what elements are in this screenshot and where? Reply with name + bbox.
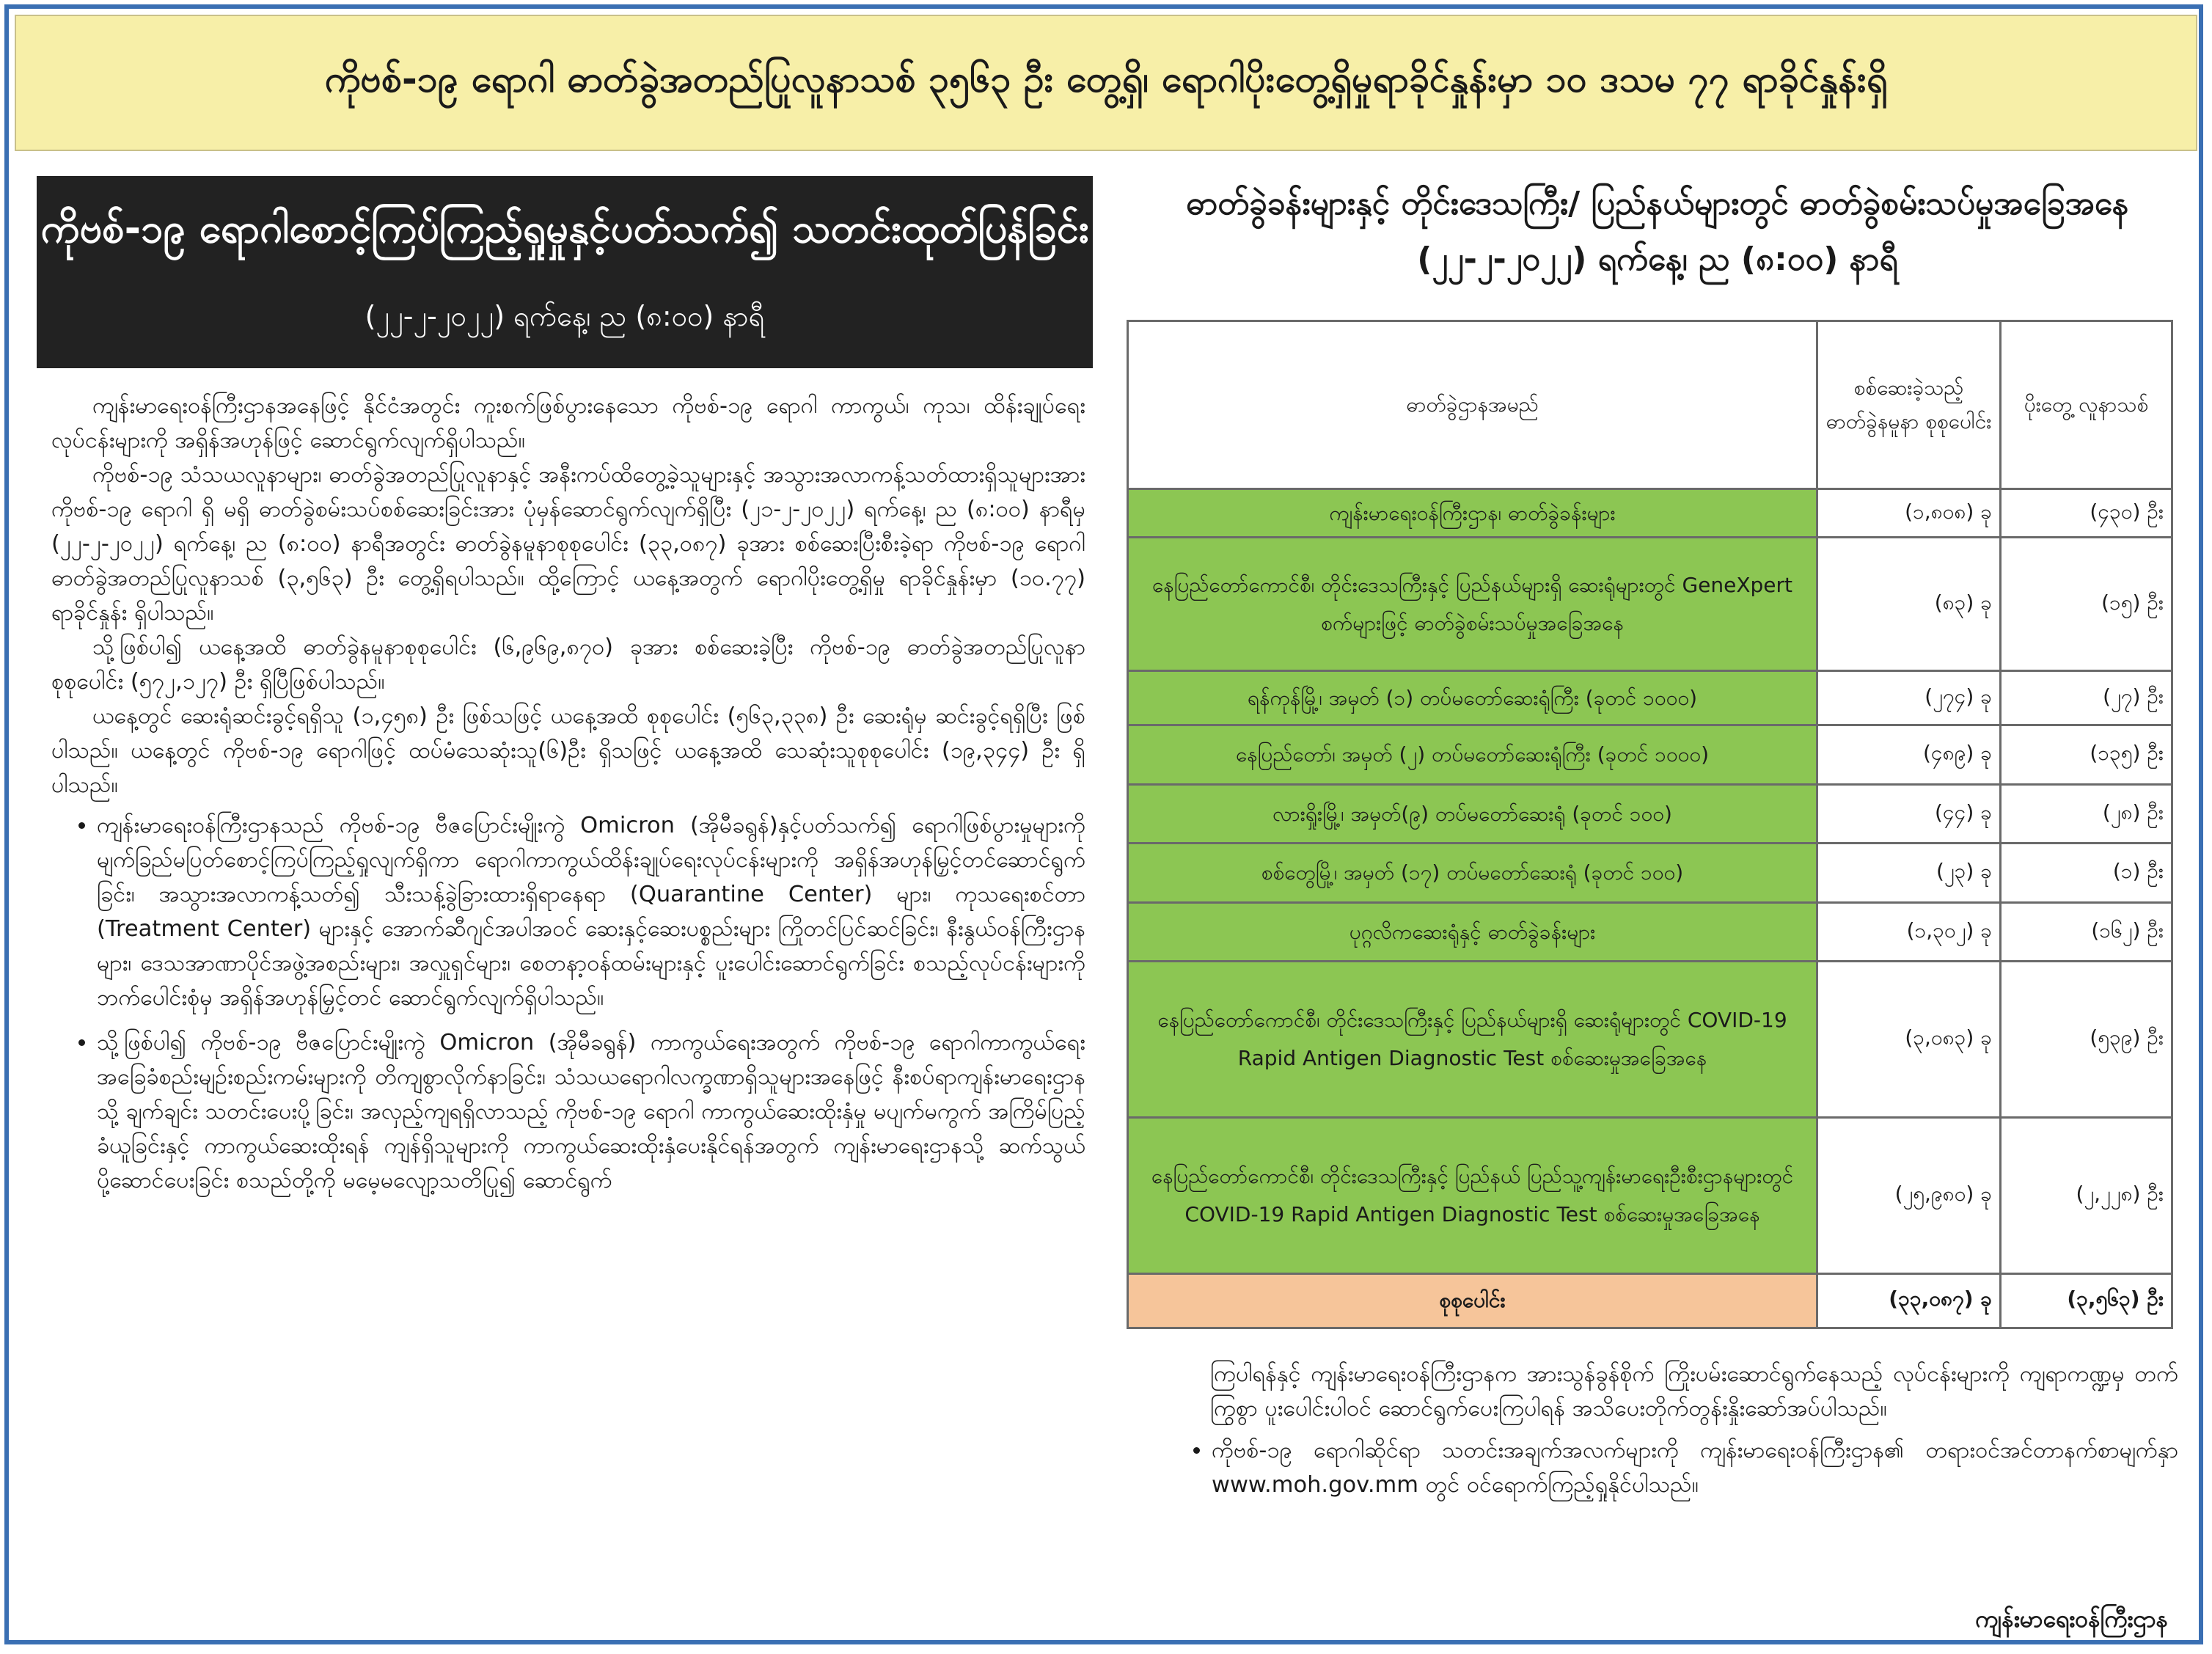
- lab-status-title-line: ဓာတ်ခွဲခန်းများနှင့် တိုင်းဒေသကြီး/ ပြည်နယ်များတွင် ဓာတ်ခွဲစမ်းသပ်မှုအခြေအနေ: [1186, 185, 2129, 222]
- signature: ကျန်းမာရေးဝန်ကြီးဌာန: [1974, 1605, 2168, 1633]
- samples-count: (၈၃) ခု: [1817, 538, 2001, 671]
- lab-name: ရန်ကုန်မြို့၊ အမှတ် (၁) တပ်မတော်ဆေးရုံကြီး (ခုတင် ၁၀၀၀): [1128, 670, 1817, 725]
- bullet-list: [1166, 1433, 2178, 1502]
- table-row: [1128, 670, 2172, 725]
- table-header-row: [1128, 321, 2172, 489]
- press-release-banner: [37, 176, 1093, 368]
- samples-count: (၂၃) ခု: [1817, 844, 2001, 903]
- table-row: [1128, 725, 2172, 785]
- banner-date: (၂၂-၂-၂၀၂၂) ရက်နေ့၊ ည (၈:၀၀) နာရီ: [365, 300, 765, 332]
- positive-count: (၅၃၉) ဦး: [2001, 962, 2172, 1118]
- headline: ကိုဗစ်-၁၉ ရောဂါ ဓာတ်ခွဲအတည်ပြုလူနာသစ် ၃၅၆၃ ဦး တွေ့ရှိ၊ ရောဂါပိုးတွေ့ရှိမှုရာခိုင်နှုန်းမှာ ၁၀ ဒသမ ၇၇ ရာခိုင်နှုန်းရှိ: [15, 15, 2197, 151]
- positive-count: (၁၆၂) ဦး: [2001, 902, 2172, 962]
- lab-status-title: [1122, 176, 2193, 288]
- lab-name: ပုဂ္ဂလိကဆေးရုံနှင့် ဓာတ်ခွဲခန်းများ: [1128, 902, 1817, 962]
- positive-count: (၂၈) ဦး: [2001, 784, 2172, 844]
- samples-count: (၁,၃၀၂) ခု: [1817, 902, 2001, 962]
- paragraph: သို့ဖြစ်ပါ၍ ယနေ့အထိ ဓာတ်ခွဲနမူနာစုစုပေါင်း (၆,၉၆၉,၈၇၀) ခုအား စစ်ဆေးခဲ့ပြီး ကိုဗစ်-၁၉ ဓာတ်ခွဲအတည်ပြုလူနာစုစုပေါင်း (၅၇၂,၁၂၇) ဦး ရှိပြီဖြစ်ပါသည်။: [51, 634, 1085, 695]
- samples-count: (၄၄) ခု: [1817, 784, 2001, 844]
- lab-name: နေပြည်တော်၊ အမှတ် (၂) တပ်မတော်ဆေးရုံကြီး (ခုတင် ၁၀၀၀): [1128, 725, 1817, 785]
- table-row: [1128, 1117, 2172, 1273]
- lab-name: စစ်တွေမြို့၊ အမှတ် (၁၇) တပ်မတော်ဆေးရုံ (ခုတင် ၁၀၀): [1128, 844, 1817, 903]
- table-row: [1128, 538, 2172, 671]
- lab-name: ကျန်းမာရေးဝန်ကြီးဌာန၊ ဓာတ်ခွဲခန်းများ: [1128, 489, 1817, 538]
- table-row: [1128, 844, 2172, 903]
- bullet-item: • ကျန်းမာရေးဝန်ကြီးဌာနသည် ကိုဗစ်-၁၉ ဗီဇပြောင်းမျိုးကွဲ Omicron (အိုမီခရွန်)နှင့်ပတ်သက်၍ ရောဂါဖြစ်ပွားမှုများကို မျက်ခြည်မပြတ်စောင့်ကြပ်ကြည့်ရှုလျက်ရှိကာ ရောဂါကာကွယ်ထိန်းချုပ်ရေးလုပ်ငန်းများကို အရှိန်အဟုန်မြှင့်တင်ဆောင်ရွက်ခြင်း၊ အသွားအလာကန့်သတ်၍ သီးသန့်ခွဲခြားထားရှိရာနေရာ (Quarantine Center) များ၊ ကုသရေးစင်တာ (Treatment Center) များနှင့် အောက်ဆီဂျင်အပါအဝင် ဆေးနှင့်ဆေးပစ္စည်းများ ကြိုတင်ပြင်ဆင်ခြင်း၊ နီးနွယ်ဝန်ကြီးဌာနများ၊ ဒေသအာဏာပိုင်အဖွဲ့အစည်းများ၊ အလှူရှင်များ၊ စေတနာ့ဝန်ထမ်းများနှင့် ပူးပေါင်းဆောင်ရွက်ခြင်း စသည့်လုပ်ငန်းများကို ဘက်ပေါင်းစုံမှ အရှိန်အဟုန်မြှင့်တင် ဆောင်ရွက်လျက်ရှိပါသည်။: [97, 808, 1085, 1015]
- lab-name: နေပြည်တော်ကောင်စီ၊ တိုင်းဒေသကြီးနှင့် ပြည်နယ် ပြည်သူ့ကျန်းမာရေးဦးစီးဌာနများတွင် COVID-19 Rapid Antigen Diagnostic Test စစ်ဆေးမှုအခြေအနေ: [1128, 1117, 1817, 1273]
- paragraph: ကြပါရန်နှင့် ကျန်းမာရေးဝန်ကြီးဌာနက အားသွန်ခွန်စိုက် ကြိုးပမ်းဆောင်ရွက်နေသည့် လုပ်ငန်းများကို ကျရာကဏ္ဍမှ တက်ကြွစွာ ပူးပေါင်းပါဝင် ဆောင်ရွက်ပေးကြပါရန် အသိပေးတိုက်တွန်းနှိုးဆော်အပ်ပါသည်။: [1210, 1361, 2178, 1421]
- bullet-item: • သို့ဖြစ်ပါ၍ ကိုဗစ်-၁၉ ဗီဇပြောင်းမျိုးကွဲ Omicron (အိုမီခရွန်) ကာကွယ်ရေးအတွက် ကိုဗစ်-၁၉ ရောဂါကာကွယ်ရေး အခြေခံစည်းမျဉ်းစည်းကမ်းများကို တိကျစွာလိုက်နာခြင်း၊ သံသယရောဂါလက္ခဏာရှိသူများအနေဖြင့် နီးစပ်ရာကျန်းမာရေးဌာနသို့ ချက်ချင်း သတင်းပေးပို့ခြင်း၊ အလှည့်ကျရရှိလာသည့် ကိုဗစ်-၁၉ ရောဂါ ကာကွယ်ဆေးထိုးနှံမှု မပျက်မကွက် အကြိမ်ပြည့် ခံယူခြင်းနှင့် ကာကွယ်ဆေးထိုးရန် ကျန်ရှိသူများကို ကာကွယ်ဆေးထိုးနှံပေးနိုင်ရန်အတွက် ကျန်းမာရေးဌာနသို့ ဆက်သွယ်ပို့ဆောင်ပေးခြင်း စသည်တို့ကို မမေ့မလျော့သတိပြု၍ ဆောင်ရွက်: [97, 1025, 1085, 1198]
- press-release-body: [51, 389, 1085, 1636]
- table-row: [1128, 489, 2172, 538]
- samples-count: (၁,၈၀၈) ခု: [1817, 489, 2001, 538]
- lab-status-date: (၂၂-၂-၂၀၂၂) ရက်နေ့၊ ည (၈:၀၀) နာရီ: [1417, 241, 1898, 278]
- lab-status-table: [1127, 320, 2173, 1329]
- bullet-item: • ကိုဗစ်-၁၉ ရောဂါဆိုင်ရာ သတင်းအချက်အလက်များကို ကျန်းမာရေးဝန်ကြီးဌာန၏ တရားဝင်အင်တာနက်စာမျက်နှာ www.moh.gov.mm တွင် ဝင်ရောက်ကြည့်ရှုနိုင်ပါသည်။: [1212, 1433, 2178, 1502]
- total-label: စုစုပေါင်း: [1128, 1273, 1817, 1328]
- paragraph: ယနေ့တွင် ဆေးရုံဆင်းခွင့်ရရှိသူ (၁,၄၅၈) ဦး ဖြစ်သဖြင့် ယနေ့အထိ စုစုပေါင်း (၅၆၃,၃၃၈) ဦး ဆေးရုံမှ ဆင်းခွင့်ရရှိပြီး ဖြစ်ပါသည်။ ယနေ့တွင် ကိုဗစ်-၁၉ ရောဂါဖြင့် ထပ်မံသေဆုံးသူ(၆)ဦး ရှိသဖြင့် ယနေ့အထိ သေဆုံးသူစုစုပေါင်း (၁၉,၃၄၄) ဦး ရှိပါသည်။: [51, 703, 1085, 798]
- total-samples: (၃၃,၀၈၇) ခု: [1817, 1273, 2001, 1328]
- positive-count: (၂,၂၂၈) ဦး: [2001, 1117, 2172, 1273]
- header-positive: ပိုးတွေ့ လူနာသစ်: [2001, 321, 2172, 489]
- bullet-list: [51, 808, 1085, 1198]
- positive-count: (၁၅) ဦး: [2001, 538, 2172, 671]
- lab-name: လားရှိုးမြို့၊ အမှတ်(၉) တပ်မတော်ဆေးရုံ (ခုတင် ၁၀၀): [1128, 784, 1817, 844]
- paragraph: ကျန်းမာရေးဝန်ကြီးဌာနအနေဖြင့် နိုင်ငံအတွင်း ကူးစက်ဖြစ်ပွားနေသော ကိုဗစ်-၁၉ ရောဂါ ကာကွယ်၊ ကုသ၊ ထိန်းချုပ်ရေးလုပ်ငန်းများကို အရှိန်အဟုန်ဖြင့် ဆောင်ရွက်လျက်ရှိပါသည်။: [51, 393, 1085, 453]
- table-row: [1128, 902, 2172, 962]
- positive-count: (၁) ဦး: [2001, 844, 2172, 903]
- positive-count: (၄၃၀) ဦး: [2001, 489, 2172, 538]
- header-samples: စစ်ဆေးခဲ့သည့် ဓာတ်ခွဲနမူနာ စုစုပေါင်း: [1817, 321, 2001, 489]
- positive-count: (၁၃၅) ဦး: [2001, 725, 2172, 785]
- paragraph: ကိုဗစ်-၁၉ သံသယလူနာများ၊ ဓာတ်ခွဲအတည်ပြုလူနာနှင့် အနီးကပ်ထိတွေ့ခဲ့သူများနှင့် အသွားအလာကန့်သတ်ထားရှိသူများအား ကိုဗစ်-၁၉ ရောဂါ ရှိ မရှိ ဓာတ်ခွဲစမ်းသပ်စစ်ဆေးခြင်းအား ပုံမှန်ဆောင်ရွက်လျက်ရှိပြီး (၂၁-၂-၂၀၂၂) ရက်နေ့၊ ည (၈:၀၀) နာရီမှ (၂၂-၂-၂၀၂၂) ရက်နေ့၊ ည (၈:၀၀) နာရီအတွင်း ဓာတ်ခွဲနမူနာစုစုပေါင်း (၃၃,၀၈၇) ခုအား စစ်ဆေးပြီးစီးခဲ့ရာ ကိုဗစ်-၁၉ ရောဂါ ဓာတ်ခွဲအတည်ပြုလူနာသစ် (၃,၅၆၃) ဦး တွေ့ရှိရပါသည်။ ထို့ကြောင့် ယနေ့အတွက် ရောဂါပိုးတွေ့ရှိမှု ရာခိုင်နှုန်းမှာ (၁၀.၇၇) ရာခိုင်နှုန်း ရှိပါသည်။: [51, 462, 1085, 626]
- samples-count: (၃,၀၈၃) ခု: [1817, 962, 2001, 1118]
- samples-count: (၂၅,၉၈၀) ခု: [1817, 1117, 2001, 1273]
- table-row: [1128, 962, 2172, 1118]
- header-lab-name: ဓာတ်ခွဲဌာနအမည်: [1128, 321, 1817, 489]
- total-positive: (၃,၅၆၃) ဦး: [2001, 1273, 2172, 1328]
- continuation-text: [1166, 1357, 2178, 1505]
- samples-count: (၄၈၉) ခု: [1817, 725, 2001, 785]
- positive-count: (၂၇) ဦး: [2001, 670, 2172, 725]
- table-total-row: [1128, 1273, 2172, 1328]
- lab-name: နေပြည်တော်ကောင်စီ၊ တိုင်းဒေသကြီးနှင့် ပြည်နယ်များရှိ ဆေးရုံများတွင် COVID-19 Rapid Antigen Diagnostic Test စစ်ဆေးမှုအခြေအနေ: [1128, 962, 1817, 1118]
- samples-count: (၂၇၄) ခု: [1817, 670, 2001, 725]
- banner-title: ကိုဗစ်-၁၉ ရောဂါစောင့်ကြပ်ကြည့်ရှုမှုနှင့်ပတ်သက်၍ သတင်းထုတ်ပြန်ခြင်း: [40, 205, 1089, 252]
- table-row: [1128, 784, 2172, 844]
- lab-name: နေပြည်တော်ကောင်စီ၊ တိုင်းဒေသကြီးနှင့် ပြည်နယ်များရှိ ဆေးရုံများတွင် GeneXpert စက်များဖြင့် ဓာတ်ခွဲစမ်းသပ်မှုအခြေအနေ: [1128, 538, 1817, 671]
